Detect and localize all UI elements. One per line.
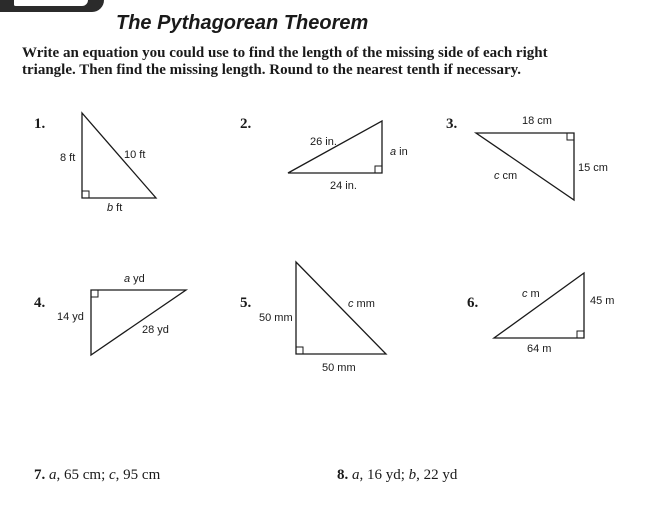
problem-8-var-a: a	[352, 467, 360, 483]
problem-number-8: 8.	[337, 467, 349, 483]
label-2-right-unit: in	[396, 146, 408, 158]
label-5-hyp-unit: mm	[353, 298, 375, 310]
label-3-top: 18 cm	[522, 115, 552, 127]
problem-7-text-2: , 95 cm	[115, 467, 161, 483]
problem-7-var-a: a	[49, 467, 57, 483]
label-3-hyp	[494, 170, 517, 182]
problem-number-5: 5.	[240, 295, 252, 311]
problem-number-3: 3.	[446, 116, 458, 132]
label-5-hyp	[348, 298, 375, 310]
label-6-bottom: 64 m	[527, 343, 552, 355]
right-angle-marker-3	[567, 133, 574, 140]
label-4-top-var: a	[124, 273, 131, 285]
right-angle-marker-6	[577, 331, 584, 338]
label-2-bottom: 24 in.	[330, 180, 357, 192]
label-5-hyp-var: c	[348, 298, 354, 310]
label-3-hyp-unit: cm	[499, 170, 518, 182]
problem-number-2: 2.	[240, 116, 252, 132]
problem-number-7: 7.	[34, 467, 46, 483]
label-3-hyp-var: c	[494, 170, 500, 182]
label-6-right: 45 m	[590, 295, 615, 307]
right-angle-marker-2	[375, 166, 382, 173]
problem-number-6: 6.	[467, 295, 479, 311]
problem-7	[34, 467, 160, 484]
label-5-bottom: 50 mm	[322, 362, 356, 374]
label-1-left: 8 ft	[60, 152, 76, 164]
triangle-3	[476, 133, 574, 200]
label-6-hyp	[522, 288, 540, 300]
label-1-bottom-var: b	[107, 202, 114, 214]
label-4-top-unit: yd	[130, 273, 145, 285]
label-4-left: 14 yd	[57, 311, 84, 323]
problem-7-text-1: , 65 cm;	[56, 467, 109, 483]
label-2-right	[390, 146, 408, 158]
label-2-right-var: a	[390, 146, 397, 158]
instructions: Write an equation you could use to find the length of the missing side of each right triangle. Then find the missing length. Round to the nearest tenth if necessary.	[22, 45, 548, 78]
label-6-hyp-unit: m	[527, 288, 540, 300]
problem-8-text-2: , 22 yd	[416, 467, 458, 483]
problem-number-4: 4.	[34, 295, 46, 311]
label-6-hyp-var: c	[522, 288, 528, 300]
problem-8-var-b: b	[408, 467, 417, 483]
problem-8-text-1: , 16 yd;	[359, 467, 409, 483]
label-2-hyp: 26 in.	[310, 136, 337, 148]
label-4-hyp: 28 yd	[142, 324, 169, 336]
label-3-right: 15 cm	[578, 162, 608, 174]
problem-7-var-c: c	[109, 467, 116, 483]
right-angle-marker-1	[82, 191, 89, 198]
label-1-hyp: 10 ft	[124, 149, 146, 161]
problem-8	[337, 467, 457, 484]
label-4-top	[124, 273, 145, 285]
triangle-6	[494, 273, 584, 338]
label-1-bottom	[107, 202, 122, 214]
triangle-4	[91, 290, 186, 355]
page-title: The Pythagorean Theorem	[116, 12, 369, 34]
label-5-left: 50 mm	[259, 312, 293, 324]
right-angle-marker-5	[296, 347, 303, 354]
label-1-bottom-unit: ft	[113, 202, 123, 214]
problem-number-1: 1.	[34, 116, 46, 132]
right-angle-marker-4	[91, 290, 98, 297]
